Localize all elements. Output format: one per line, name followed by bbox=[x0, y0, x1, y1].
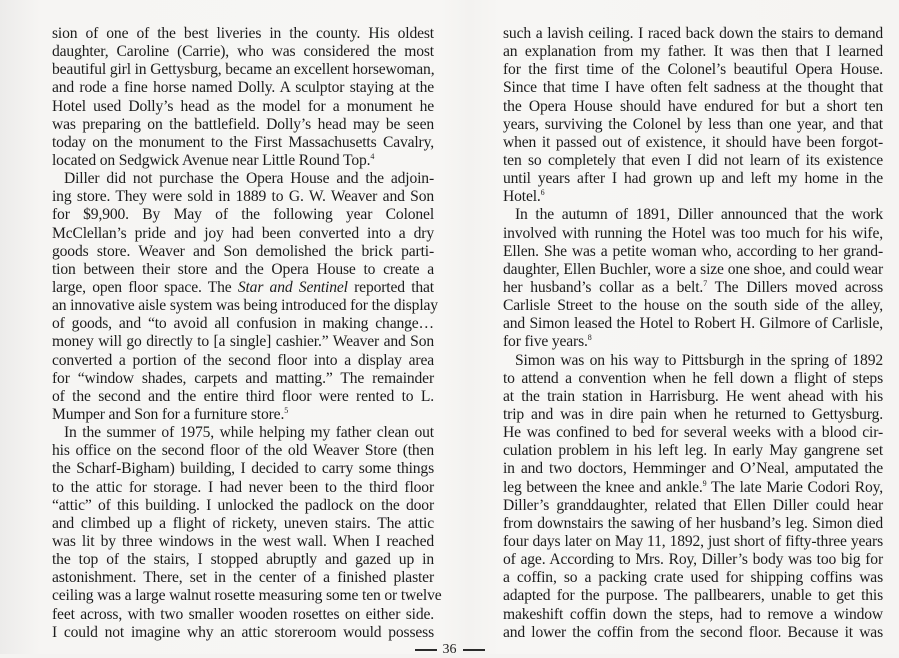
text-line bbox=[503, 424, 883, 442]
line-text: was preparing on the battlefield. Dolly’s head may be seen bbox=[52, 115, 434, 133]
text-line bbox=[503, 515, 883, 533]
line-text: adapted for the purpose. The pallbearers, unable to get this bbox=[503, 587, 883, 605]
line-text: converted a portion of the second floor into a display area bbox=[52, 351, 434, 369]
text-line bbox=[52, 61, 434, 79]
line-text: Hotel. bbox=[503, 188, 541, 206]
line-text: and Simon leased the Hotel to Robert H. Gilmore of Carlisle, bbox=[503, 315, 883, 333]
line-text: culation problem in his left leg. In early May gangrene set bbox=[503, 442, 883, 460]
line-text: an explanation from my father. It was then that I learned bbox=[503, 43, 883, 61]
line-text: makeshift coffin down the steps, had to remove a window bbox=[503, 605, 883, 623]
text-line bbox=[503, 43, 883, 61]
line-text: of the second and the entire third floor were rented to L. bbox=[52, 387, 434, 405]
footnote-marker: 9 bbox=[702, 478, 707, 488]
line-text: for “window shades, carpets and matting.” The remainder bbox=[52, 369, 434, 387]
text-line bbox=[503, 79, 883, 97]
line-text: In the autumn of 1891, Diller announced that the work bbox=[515, 206, 883, 224]
text-line bbox=[503, 533, 883, 551]
page-footer bbox=[0, 642, 899, 658]
line-text: ten so completely that even I did not learn of its existence bbox=[503, 151, 883, 169]
text-line bbox=[52, 188, 434, 206]
text-line bbox=[503, 279, 883, 297]
text-line bbox=[503, 206, 883, 224]
text-line bbox=[52, 79, 434, 97]
text-line bbox=[503, 406, 883, 424]
text-line bbox=[503, 297, 883, 315]
text-line bbox=[503, 587, 883, 605]
text-line bbox=[52, 206, 434, 224]
footnote-marker: 6 bbox=[540, 188, 545, 198]
line-text: “attic” of this building. I unlocked the padlock on the door bbox=[52, 496, 434, 514]
line-text: McClellan’s pride and joy had been converted into a dry bbox=[52, 224, 434, 242]
text-line bbox=[52, 152, 434, 170]
text-line bbox=[52, 370, 434, 388]
text-line bbox=[52, 533, 434, 551]
text-line bbox=[503, 569, 883, 587]
line-text: goods store. Weaver and Son demolished the brick parti- bbox=[52, 242, 434, 260]
line-text: for $9,900. By May of the following year Colonel bbox=[52, 206, 434, 224]
line-text: In the summer of 1975, while helping my father clean out bbox=[64, 424, 434, 442]
line-text: He was confined to bed for several weeks with a blood cir- bbox=[503, 424, 883, 442]
text-line bbox=[52, 170, 434, 188]
line-text: Diller did not purchase the Opera House and the adjoin- bbox=[64, 170, 434, 188]
line-text: the top of the stairs, I stopped abruptly and gazed up in bbox=[52, 551, 434, 569]
text-line bbox=[503, 188, 883, 206]
footnote-marker: 5 bbox=[284, 405, 289, 415]
line-text: when it passed out of existence, it should have been forgot- bbox=[503, 133, 883, 151]
line-text: his office on the second floor of the old Weaver Store (then bbox=[52, 442, 434, 460]
line-text: astonishment. There, set in the center of a finished plaster bbox=[52, 569, 434, 587]
line-text: ing store. They were sold in 1889 to G. W. Weaver and Son bbox=[52, 188, 434, 206]
text-line bbox=[52, 225, 434, 243]
text-line bbox=[52, 606, 434, 624]
line-text: Mumper and Son for a furniture store. bbox=[52, 405, 285, 423]
line-text: Diller’s granddaughter, related that Ellen Diller could hear bbox=[503, 496, 883, 514]
text-line bbox=[503, 98, 883, 116]
line-text: to attend a convention when he fell down a flight of steps bbox=[503, 369, 883, 387]
text-line bbox=[52, 551, 434, 569]
text-line bbox=[503, 606, 883, 624]
line-text: from downstairs the sawing of her husband’s leg. Simon died bbox=[503, 514, 883, 532]
line-text: an innovative aisle system was being introduced for the display bbox=[52, 297, 438, 315]
line-text: four days later on May 11, 1892, just short of fifty-three years bbox=[503, 532, 883, 550]
line-text: of goods, and “to avoid all confusion in making change… bbox=[52, 315, 434, 333]
line-text: for five years. bbox=[503, 333, 588, 351]
text-line bbox=[52, 279, 434, 297]
line-text: sion of one of the best liveries in the county. His oldest bbox=[52, 25, 434, 42]
text-line bbox=[52, 98, 434, 116]
text-line bbox=[52, 388, 434, 406]
line-text: her husband’s collar as a belt. bbox=[503, 278, 704, 296]
line-text: of age. According to Mrs. Roy, Diller’s body was too big for bbox=[503, 551, 883, 569]
line-text: involved with running the Hotel was too much for his wife, bbox=[503, 224, 883, 242]
line-text: was lit by three windows in the west wall. When I reached bbox=[52, 532, 434, 550]
text-line bbox=[52, 116, 434, 134]
text-line bbox=[503, 479, 883, 497]
text-line bbox=[52, 460, 434, 478]
text-line bbox=[503, 442, 883, 460]
text-line bbox=[503, 370, 883, 388]
footnote-marker: 8 bbox=[587, 333, 592, 343]
text-line bbox=[503, 352, 883, 370]
text-line bbox=[52, 569, 434, 587]
line-text: daughter, Caroline (Carrie), who was considered the most bbox=[52, 43, 434, 61]
footer-rule-right bbox=[463, 649, 485, 651]
text-line bbox=[503, 460, 883, 478]
line-text: daughter, Ellen Buchler, wore a size one shoe, and could wear bbox=[503, 260, 883, 278]
text-line bbox=[52, 243, 434, 261]
line-text: beautiful girl in Gettysburg, became an excellent horsewoman, bbox=[52, 61, 435, 79]
footnote-marker: 4 bbox=[370, 151, 375, 161]
line-text: money will go directly to [a single] cashier.” Weaver and Son bbox=[52, 333, 434, 351]
text-line bbox=[503, 225, 883, 243]
text-line bbox=[52, 442, 434, 460]
line-text: the Scharf-Bigham) building, I decided to carry some things bbox=[52, 460, 434, 478]
text-line bbox=[503, 315, 883, 333]
right-text-column bbox=[503, 25, 883, 642]
line-text: I could not imagine why an attic storeroom would possess bbox=[52, 623, 434, 641]
line-text: feet across, with two smaller wooden rosettes on either side. bbox=[52, 605, 434, 623]
text-line bbox=[503, 25, 883, 43]
line-text: for the first time of the Colonel’s beautiful Opera House. bbox=[503, 61, 883, 79]
text-line bbox=[52, 261, 434, 279]
text-line bbox=[503, 497, 883, 515]
line-text: The late Marie Codori Roy, bbox=[706, 478, 883, 496]
text-line bbox=[52, 587, 442, 605]
footer-rule-left bbox=[415, 649, 437, 651]
line-text: to the attic for storage. I had never been to the third floor bbox=[52, 478, 434, 496]
text-line bbox=[503, 116, 883, 134]
line-text: such a lavish ceiling. I raced back down the stairs to demand bbox=[503, 25, 883, 42]
line-text: Ellen. She was a petite woman who, according to her grand- bbox=[503, 242, 883, 260]
text-line bbox=[52, 479, 434, 497]
line-text: Hotel used Dolly’s head as the model for a monument he bbox=[52, 97, 434, 115]
line-text: in and two doctors, Hemminger and O’Neal, amputated the bbox=[503, 460, 883, 478]
text-line bbox=[52, 43, 434, 61]
line-text: the Opera House should have endured for but a short ten bbox=[503, 97, 883, 115]
text-line bbox=[503, 170, 883, 188]
line-text: ceiling was a large walnut rosette measuring some ten or twelve bbox=[52, 587, 442, 605]
text-line bbox=[503, 134, 883, 152]
line-text: and rode a fine horse named Dolly. A sculptor staying at the bbox=[52, 79, 434, 97]
text-line bbox=[52, 25, 434, 43]
text-line bbox=[503, 388, 883, 406]
text-line bbox=[52, 624, 434, 642]
text-line bbox=[52, 406, 434, 424]
text-line bbox=[503, 551, 883, 569]
line-text: leg between the knee and ankle. bbox=[503, 478, 703, 496]
text-line bbox=[503, 61, 883, 79]
line-text: tion between their store and the Opera House to create a bbox=[52, 260, 434, 278]
text-line bbox=[52, 515, 434, 533]
line-text: a coffin, so a packing crate used for shipping coffins was bbox=[503, 569, 883, 587]
text-line bbox=[52, 333, 434, 351]
line-text: today on the monument to the First Massachusetts Cavalry, bbox=[52, 133, 434, 151]
text-line bbox=[52, 424, 434, 442]
text-line bbox=[503, 333, 883, 351]
line-text: Simon was on his way to Pittsburgh in the spring of 1892 bbox=[515, 351, 883, 369]
line-text: large, open floor space. The bbox=[52, 278, 238, 296]
line-text: trip and was in dire pain when he returned to Gettysburg. bbox=[503, 405, 883, 423]
text-line bbox=[52, 497, 434, 515]
text-line bbox=[52, 352, 434, 370]
line-text: located on Sedgwick Avenue near Little Round Top. bbox=[52, 151, 371, 169]
text-line bbox=[52, 315, 434, 333]
line-text: until years after I had grown up and left my home in the bbox=[503, 170, 883, 188]
text-line bbox=[52, 134, 434, 152]
italic-title: Star and Sentinel bbox=[237, 278, 348, 296]
line-text: and climbed up a flight of rickety, uneven stairs. The attic bbox=[52, 514, 434, 532]
line-text: at the train station in Harrisburg. He went ahead with his bbox=[503, 387, 883, 405]
text-line bbox=[503, 624, 883, 642]
footnote-marker: 7 bbox=[703, 278, 708, 288]
text-line bbox=[503, 152, 883, 170]
line-text: Carlisle Street to the house on the south side of the alley, bbox=[503, 297, 883, 315]
line-text: and lower the coffin from the second floor. Because it was bbox=[503, 623, 883, 641]
line-text: years, surviving the Colonel by less than one year, and that bbox=[503, 115, 883, 133]
line-text: The Dillers moved across bbox=[707, 278, 883, 296]
text-line bbox=[503, 261, 883, 279]
page-number: 36 bbox=[442, 642, 457, 657]
left-text-column bbox=[52, 25, 442, 642]
text-line bbox=[52, 297, 438, 315]
line-text: reported that bbox=[347, 278, 434, 296]
line-text: Since that time I have often felt sadness at the thought that bbox=[503, 79, 883, 97]
text-line bbox=[503, 243, 883, 261]
